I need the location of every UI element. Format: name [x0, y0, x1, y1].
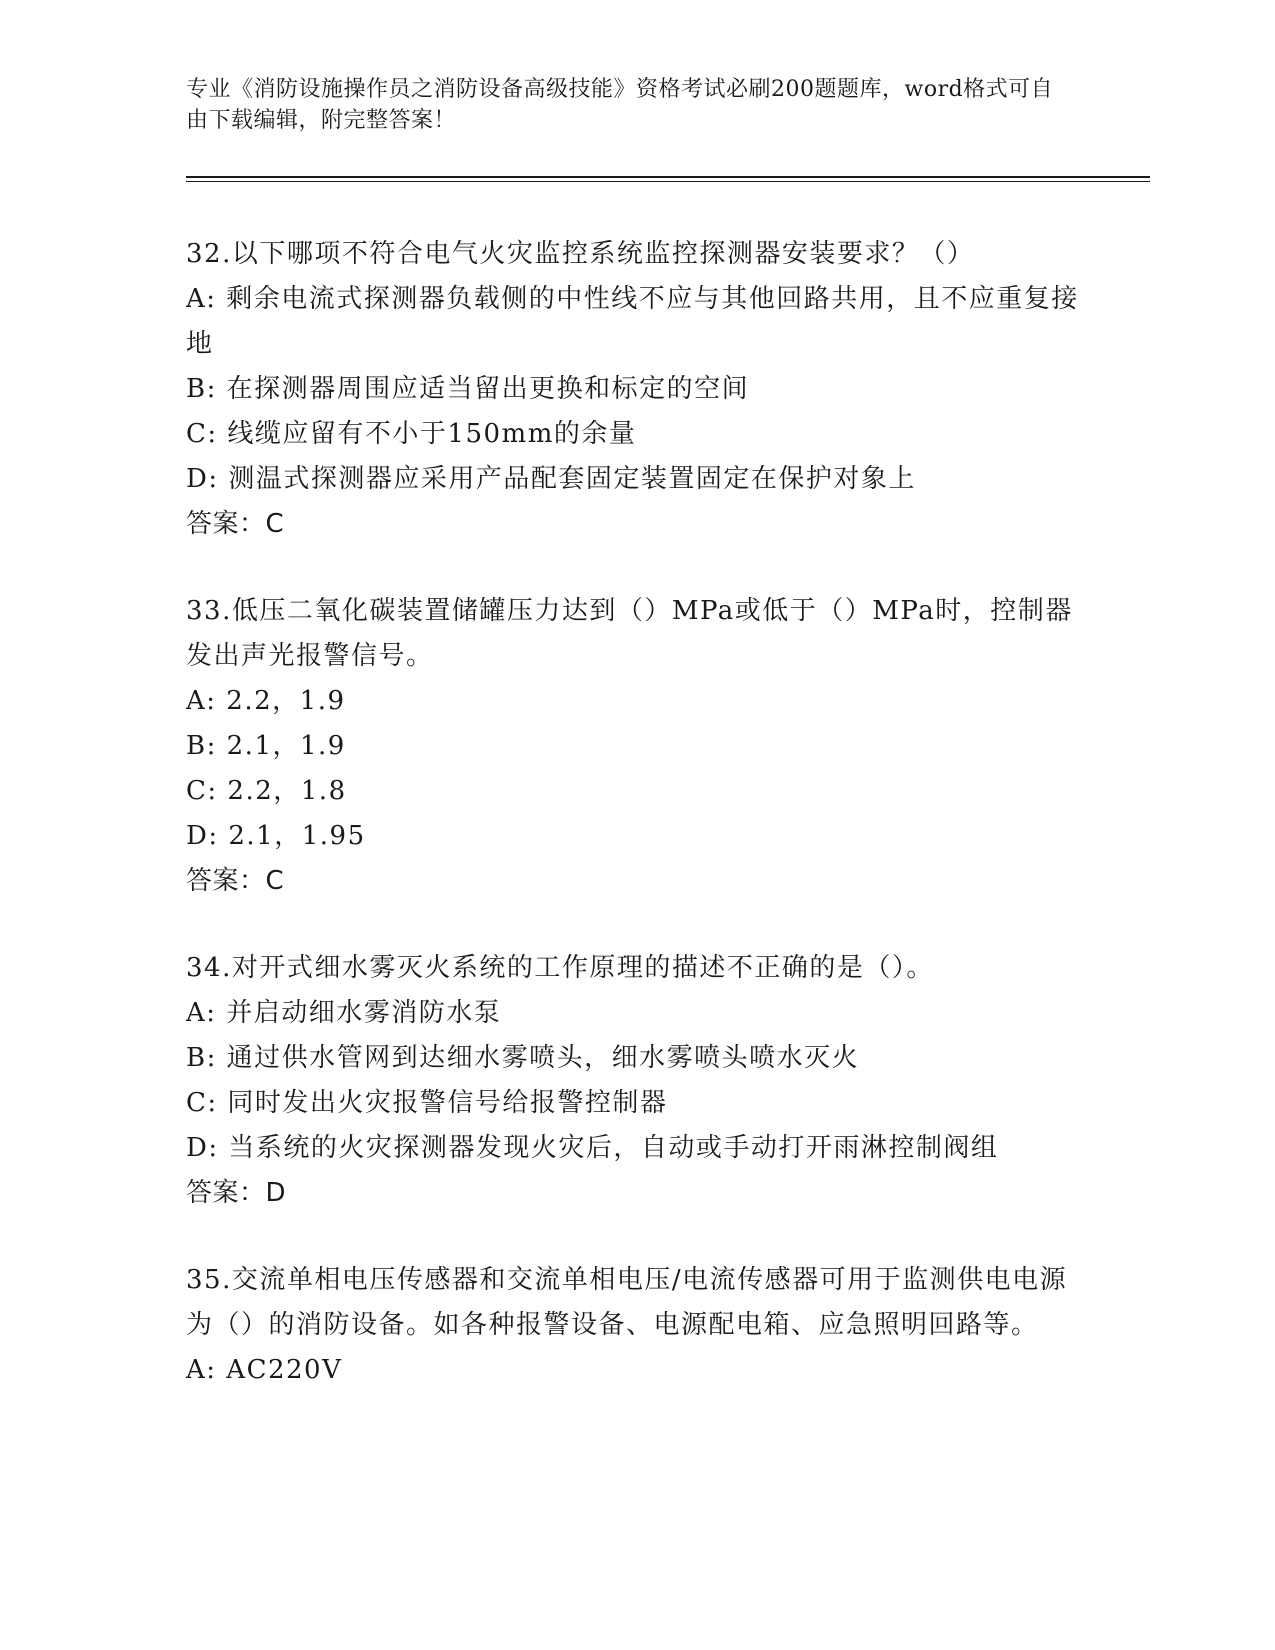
- question-stem: 33.低压二氧化碳装置储罐压力达到（）MPa或低于（）MPa时，控制器发出声光报警信号。: [186, 596, 1073, 671]
- option-d: D: 测温式探测器应采用产品配套固定装置固定在保护对象上: [186, 464, 916, 494]
- question-stem: 32.以下哪项不符合电气火灾监控系统监控探测器安装要求？（）: [186, 239, 975, 269]
- option-a: A: AC220V: [186, 1355, 343, 1385]
- option-d: D: 当系统的火灾探测器发现火灾后，自动或手动打开雨淋控制阀组: [186, 1133, 999, 1163]
- option-d: D: 2.1，1.95: [186, 821, 366, 851]
- question-35: [186, 1258, 1086, 1393]
- option-c: C: 线缆应留有不小于150mm的余量: [186, 419, 637, 449]
- question-32: [186, 232, 1086, 547]
- header-divider-thick: [186, 176, 1150, 178]
- answer-text: 答案：C: [186, 509, 285, 539]
- option-b: B: 通过供水管网到达细水雾喷头，细水雾喷头喷水灭火: [186, 1043, 860, 1073]
- question-stem: 34.对开式细水雾灭火系统的工作原理的描述不正确的是（）。: [186, 953, 934, 983]
- option-b: B: 2.1，1.9: [186, 731, 346, 761]
- option-b: B: 在探测器周围应适当留出更换和标定的空间: [186, 374, 750, 404]
- option-a: A: 2.2，1.9: [186, 686, 346, 716]
- answer-text: 答案：C: [186, 866, 285, 896]
- question-33: [186, 589, 1086, 904]
- answer-text: 答案：D: [186, 1178, 287, 1208]
- option-a: A: 剩余电流式探测器负载侧的中性线不应与其他回路共用，且不应重复接地: [186, 284, 1079, 359]
- option-c: C: 同时发出火灾报警信号给报警控制器: [186, 1088, 668, 1118]
- document-header: 专业《消防设施操作员之消防设备高级技能》资格考试必刷200题题库，word格式可自由下载编辑，附完整答案！: [186, 77, 1054, 133]
- option-a: A: 并启动细水雾消防水泵: [186, 998, 502, 1028]
- header-divider-thin: [186, 181, 1150, 182]
- question-list: [186, 232, 1086, 1435]
- question-stem: 35.交流单相电压传感器和交流单相电压/电流传感器可用于监测供电电源为（）的消防设备。如各种报警设备、电源配电箱、应急照明回路等。: [186, 1265, 1068, 1340]
- question-34: [186, 946, 1086, 1216]
- option-c: C: 2.2，1.8: [186, 776, 347, 806]
